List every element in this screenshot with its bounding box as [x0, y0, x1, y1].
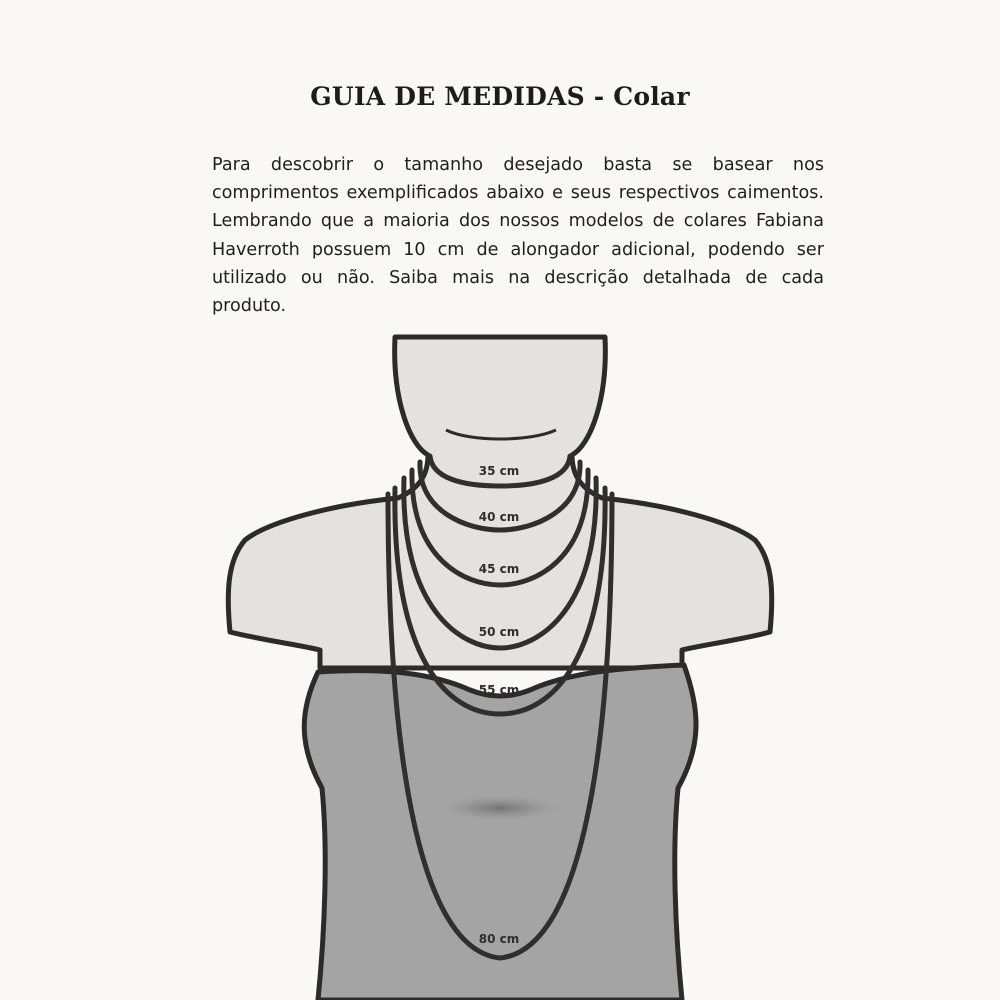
label-50cm: 50 cm [478, 625, 520, 639]
mannequin-body [228, 337, 772, 668]
page-title: GUIA DE MEDIDAS - Colar [310, 82, 690, 111]
label-80cm: 80 cm [478, 932, 520, 946]
label-35cm: 35 cm [478, 464, 520, 478]
intro-paragraph: Para descobrir o tamanho desejado basta se basear nos comprimentos exemplificados abaixo e seus respectivos caimentos. Lembrando que a maioria dos nossos modelos de colares Fabiana Haverroth possuem 10 cm de alongador adicional, podendo ser utilizado ou não. Saiba mais na descrição detalhada de cada produto. [212, 155, 824, 317]
label-55cm: 55 cm [478, 683, 520, 697]
label-40cm: 40 cm [478, 510, 520, 524]
bust-shadow [438, 794, 562, 822]
label-45cm: 45 cm [478, 562, 520, 576]
